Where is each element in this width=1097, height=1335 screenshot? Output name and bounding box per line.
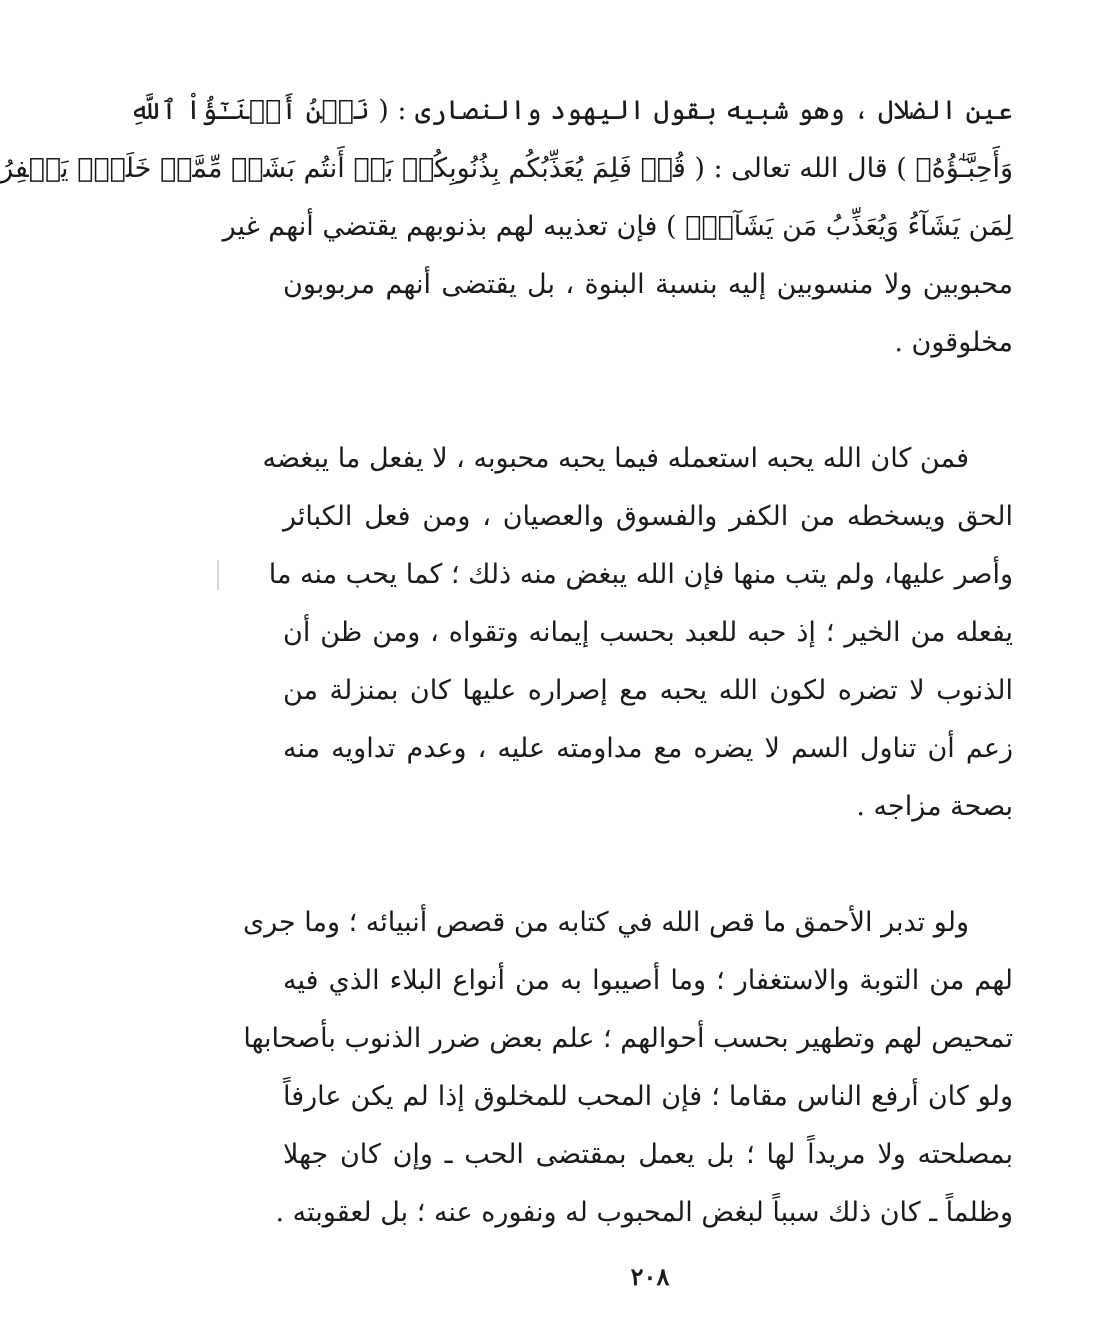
paragraph-1 (0, 82, 1013, 372)
text-line: ولو تدبر الأحمق ما قص الله في كتابه من قصص أنبيائه ؛ وما جرى (242, 907, 969, 938)
text-line: وظلماً ـ كان ذلك سبباً لبغض المحبوب له ونفوره عنه ؛ بل لعقوبته . (275, 1197, 1013, 1228)
text-line: يفعله من الخير ؛ إذ حبه للعبد بحسب إيمانه وتقواه ، ومن ظن أن (283, 617, 1013, 648)
paragraph-gap (283, 372, 1013, 430)
text-line: لهم من التوبة والاستغفار ؛ وما أصيبوا به من أنواع البلاء الذي فيه (283, 965, 1013, 996)
page-number: ٢٠٨ (630, 1262, 670, 1291)
text-line: تمحيص لهم وتطهير بحسب أحوالهم ؛ علم بعض ضرر الذنوب بأصحابها (243, 1023, 1013, 1054)
text-line: محبوبين ولا منسوبين إليه بنسبة البنوة ، بل يقتضى أنهم مربوبون (283, 269, 1013, 300)
paragraph-2 (262, 430, 1013, 836)
text-line: بصحة مزاجه . (856, 791, 1013, 822)
text-line: وَأَحِبَّـٰٓؤُهُۥ ) قال الله تعالى : ( قُلۡ فَلِمَ يُعَذِّبُكُم بِذُنُوبِكُمۖ بَلۡ أَنتُم بَشَرٞ مِّمَّنۡ خَلَقَۚ يَغۡفِرُ (0, 153, 1013, 184)
paragraph-gap (283, 836, 1013, 894)
paragraph-3 (242, 894, 1013, 1242)
text-line: وأصر عليها، ولم يتب منها فإن الله يبغض منه ذلك ؛ كما يحب منه ما (268, 559, 1013, 590)
text-line: زعم أن تناول السم لا يضره مع مداومته عليه ، وعدم تداويه منه (283, 733, 1013, 764)
text-line: فمن كان الله يحبه استعمله فيما يحبه محبوبه ، لا يفعل ما يبغضه (262, 443, 969, 474)
text-line: الذنوب لا تضره لكون الله يحبه مع إصراره عليها كان بمنزلة من (283, 675, 1013, 706)
text-line: عين الضلال ، وهو شبيه بقول اليهود والنصارى : ( نَحۡنُ أَبۡنَـٰٓؤُاْ ٱللَّهِ (129, 95, 1013, 126)
scan-edge-mark (217, 560, 219, 590)
text-line: لِمَن يَشَآءُ وَيُعَذِّبُ مَن يَشَآءُۚ ) فإن تعذيبه لهم بذنوبهم يقتضي أنهم غير (222, 211, 1013, 242)
text-line: بمصلحته ولا مريداً لها ؛ بل يعمل بمقتضى الحب ـ وإن كان جهلا (283, 1139, 1013, 1170)
page-body (0, 82, 1013, 1242)
text-line: ولو كان أرفع الناس مقاما ؛ فإن المحب للمخلوق إذا لم يكن عارفاً (283, 1081, 1013, 1112)
text-line: مخلوقون . (894, 327, 1013, 358)
text-line: الحق ويسخطه من الكفر والفسوق والعصيان ، ومن فعل الكبائر (283, 501, 1013, 532)
